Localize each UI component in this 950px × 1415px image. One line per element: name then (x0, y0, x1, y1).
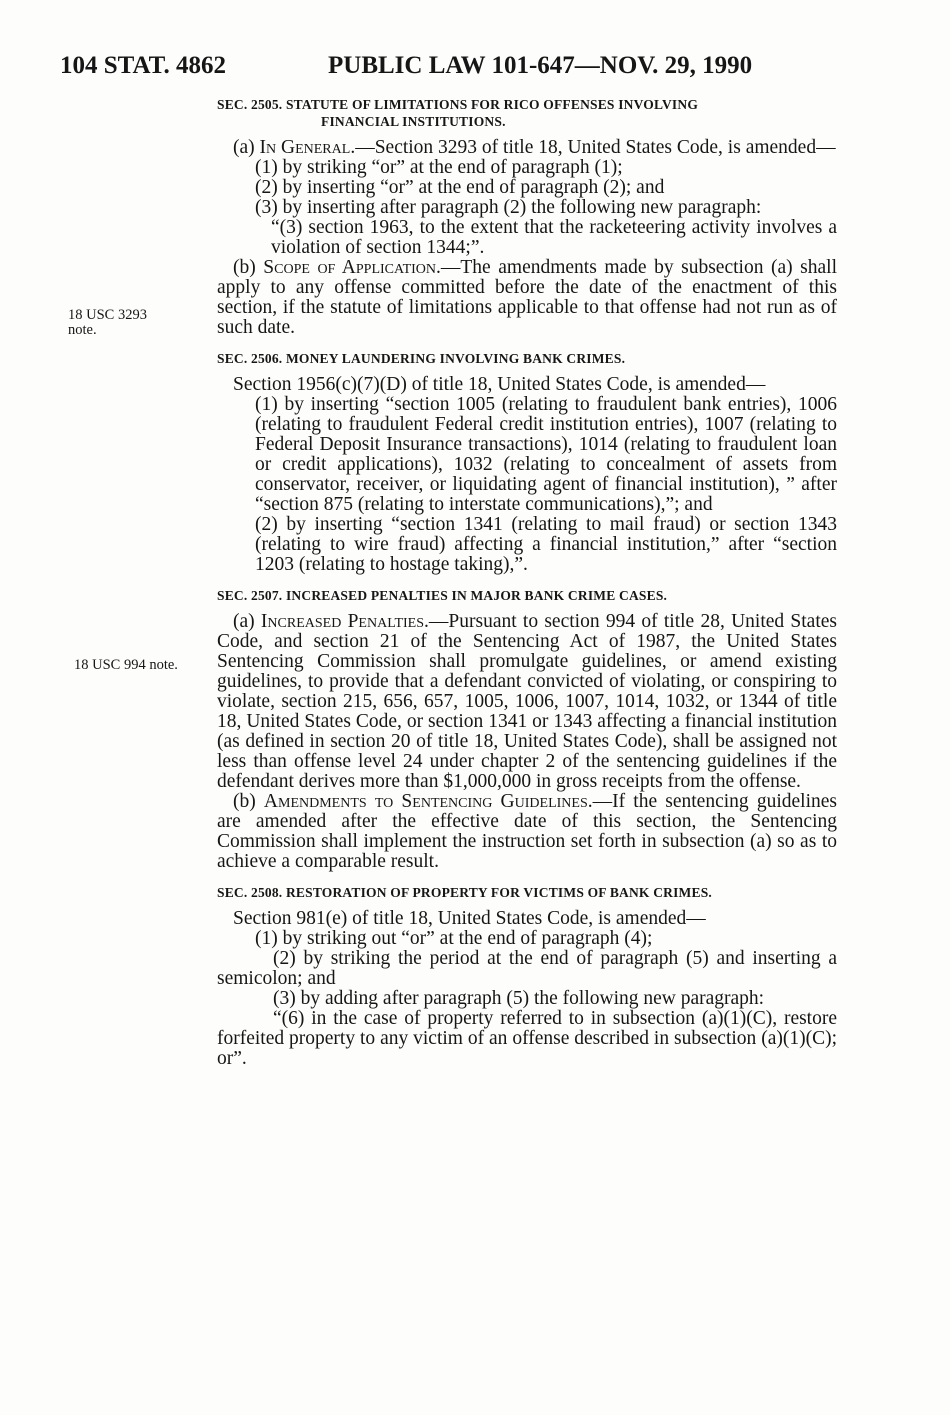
subsection-caption: Increased Penalties (260, 611, 425, 632)
paragraph-2508-1: (1) by striking out “or” at the end of paragraph (4); (255, 928, 653, 949)
paragraph-2505-2: (2) by inserting “or” at the end of paragraph (2); and (255, 177, 665, 198)
paragraph-2508-3: (3) by adding after paragraph (5) the following new paragraph: (273, 988, 765, 1009)
subsection-2507-b (217, 792, 837, 872)
margin-note-line: 18 USC 3293 (68, 307, 147, 323)
stat-page-number: 104 STAT. 4862 (60, 52, 226, 79)
subsection-caption: In General (259, 137, 351, 158)
margin-note-3293 (68, 308, 147, 338)
subsection-text: .—Section 3293 of title 18, United States Code, is amended— (350, 137, 836, 158)
lead-2506: Section 1956(c)(7)(D) of title 18, United States Code, is amended— (233, 374, 766, 395)
heading-line: SEC. 2505. STATUTE OF LIMITATIONS FOR RICO OFFENSES INVOLVING (217, 97, 699, 112)
subsection-caption: Scope of Application (263, 257, 437, 278)
subsection-2505-a (217, 138, 837, 158)
heading-line: FINANCIAL INSTITUTIONS. (321, 114, 506, 129)
document-body (217, 96, 837, 1069)
section-2505-heading (217, 96, 837, 130)
subsection-text: .—If the sentencing guidelines are amended after the effective date of this section, the Sentencing Commission shall implement the instruction set forth in subsection (a) so as to achieve a comparable result. (217, 791, 837, 872)
margin-note-994: 18 USC 994 note. (74, 657, 178, 673)
subsection-caption: Amendments to Sentencing Guidelines (263, 791, 588, 812)
paragraph-2506-1: (1) by inserting “section 1005 (relating to fraudulent bank entries), 1006 (relating to fraudulent Federal credit institution entries), 1007 (relating to Federal Deposit Insurance transactions), 1014 (relating to fraudulent loan or credit applications), 1032 (relating to concealment of assets from conservator, receiver, or liquidating agent of financial institution), ” after “section 875 (relating to interstate communications),”; and (255, 394, 837, 515)
subsection-label: (b) (233, 791, 264, 812)
paragraph-2505-3 (217, 198, 837, 218)
subsection-text: .—Pursuant to section 994 of title 28, United States Code, and section 21 of the Sentencing Act of 1987, the United States Sentencing Commission shall promulgate guidelines, or amend existing guidelines, to provide that a defendant convicted of violating, or conspiring to violate, section 215, 656, 657, 1005, 1006, 1007, 1014, 1032, or 1344 of title 18, United States Code, or section 1341 or 1343 affecting a financial institution (as defined in section 20 of title 18, United States Code), shall be assigned not less than offense level 24 under chapter 2 of the sentencing guidelines if the defendant derives more than $1,000,000 in gross receipts from the offense. (217, 611, 838, 792)
paragraph-text: (3) by inserting after paragraph (2) the following new paragraph: (255, 197, 762, 218)
lead-2508: Section 981(e) of title 18, United States Code, is amended— (233, 908, 706, 929)
margin-note-line: note. (68, 322, 97, 338)
subsection-2505-b (217, 258, 837, 338)
paragraph-2506-2: (2) by inserting “section 1341 (relating to mail fraud) or section 1343 (relating to wire fraud) affecting a financial institution,” after “section 1203 (relating to hostage taking),”. (255, 514, 837, 575)
running-head: PUBLIC LAW 101-647—NOV. 29, 1990 (328, 52, 753, 79)
section-2507-heading: SEC. 2507. INCREASED PENALTIES IN MAJOR BANK CRIME CASES. (217, 588, 668, 603)
paragraph-2505-1: (1) by striking “or” at the end of paragraph (1); (255, 157, 623, 178)
subsection-label: (b) (233, 257, 264, 278)
section-2508-heading: SEC. 2508. RESTORATION OF PROPERTY FOR VICTIMS OF BANK CRIMES. (217, 885, 712, 900)
subsection-label: (a) (233, 137, 260, 158)
subsection-text: .—The amendments made by subsection (a) shall apply to any offense committed before the date of the enactment of this section, if the statute of limitations applicable to that offense had not run as of such date. (217, 257, 837, 338)
section-2506-heading: SEC. 2506. MONEY LAUNDERING INVOLVING BANK CRIMES. (217, 351, 626, 366)
page-header (60, 36, 900, 79)
subsection-label: (a) (233, 611, 261, 632)
subsection-2507-a (217, 612, 837, 792)
paragraph-2508-2: (2) by striking the period at the end of paragraph (5) and inserting a semicolon; and (217, 948, 837, 989)
quoted-paragraph-2508: “(6) in the case of property referred to in subsection (a)(1)(C), restore forfeited property to any victim of an offense described in subsection (a)(1)(C); or”. (217, 1008, 837, 1069)
quoted-paragraph-2505: “(3) section 1963, to the extent that the racketeering activity involves a violation of section 1344;”. (271, 217, 837, 258)
